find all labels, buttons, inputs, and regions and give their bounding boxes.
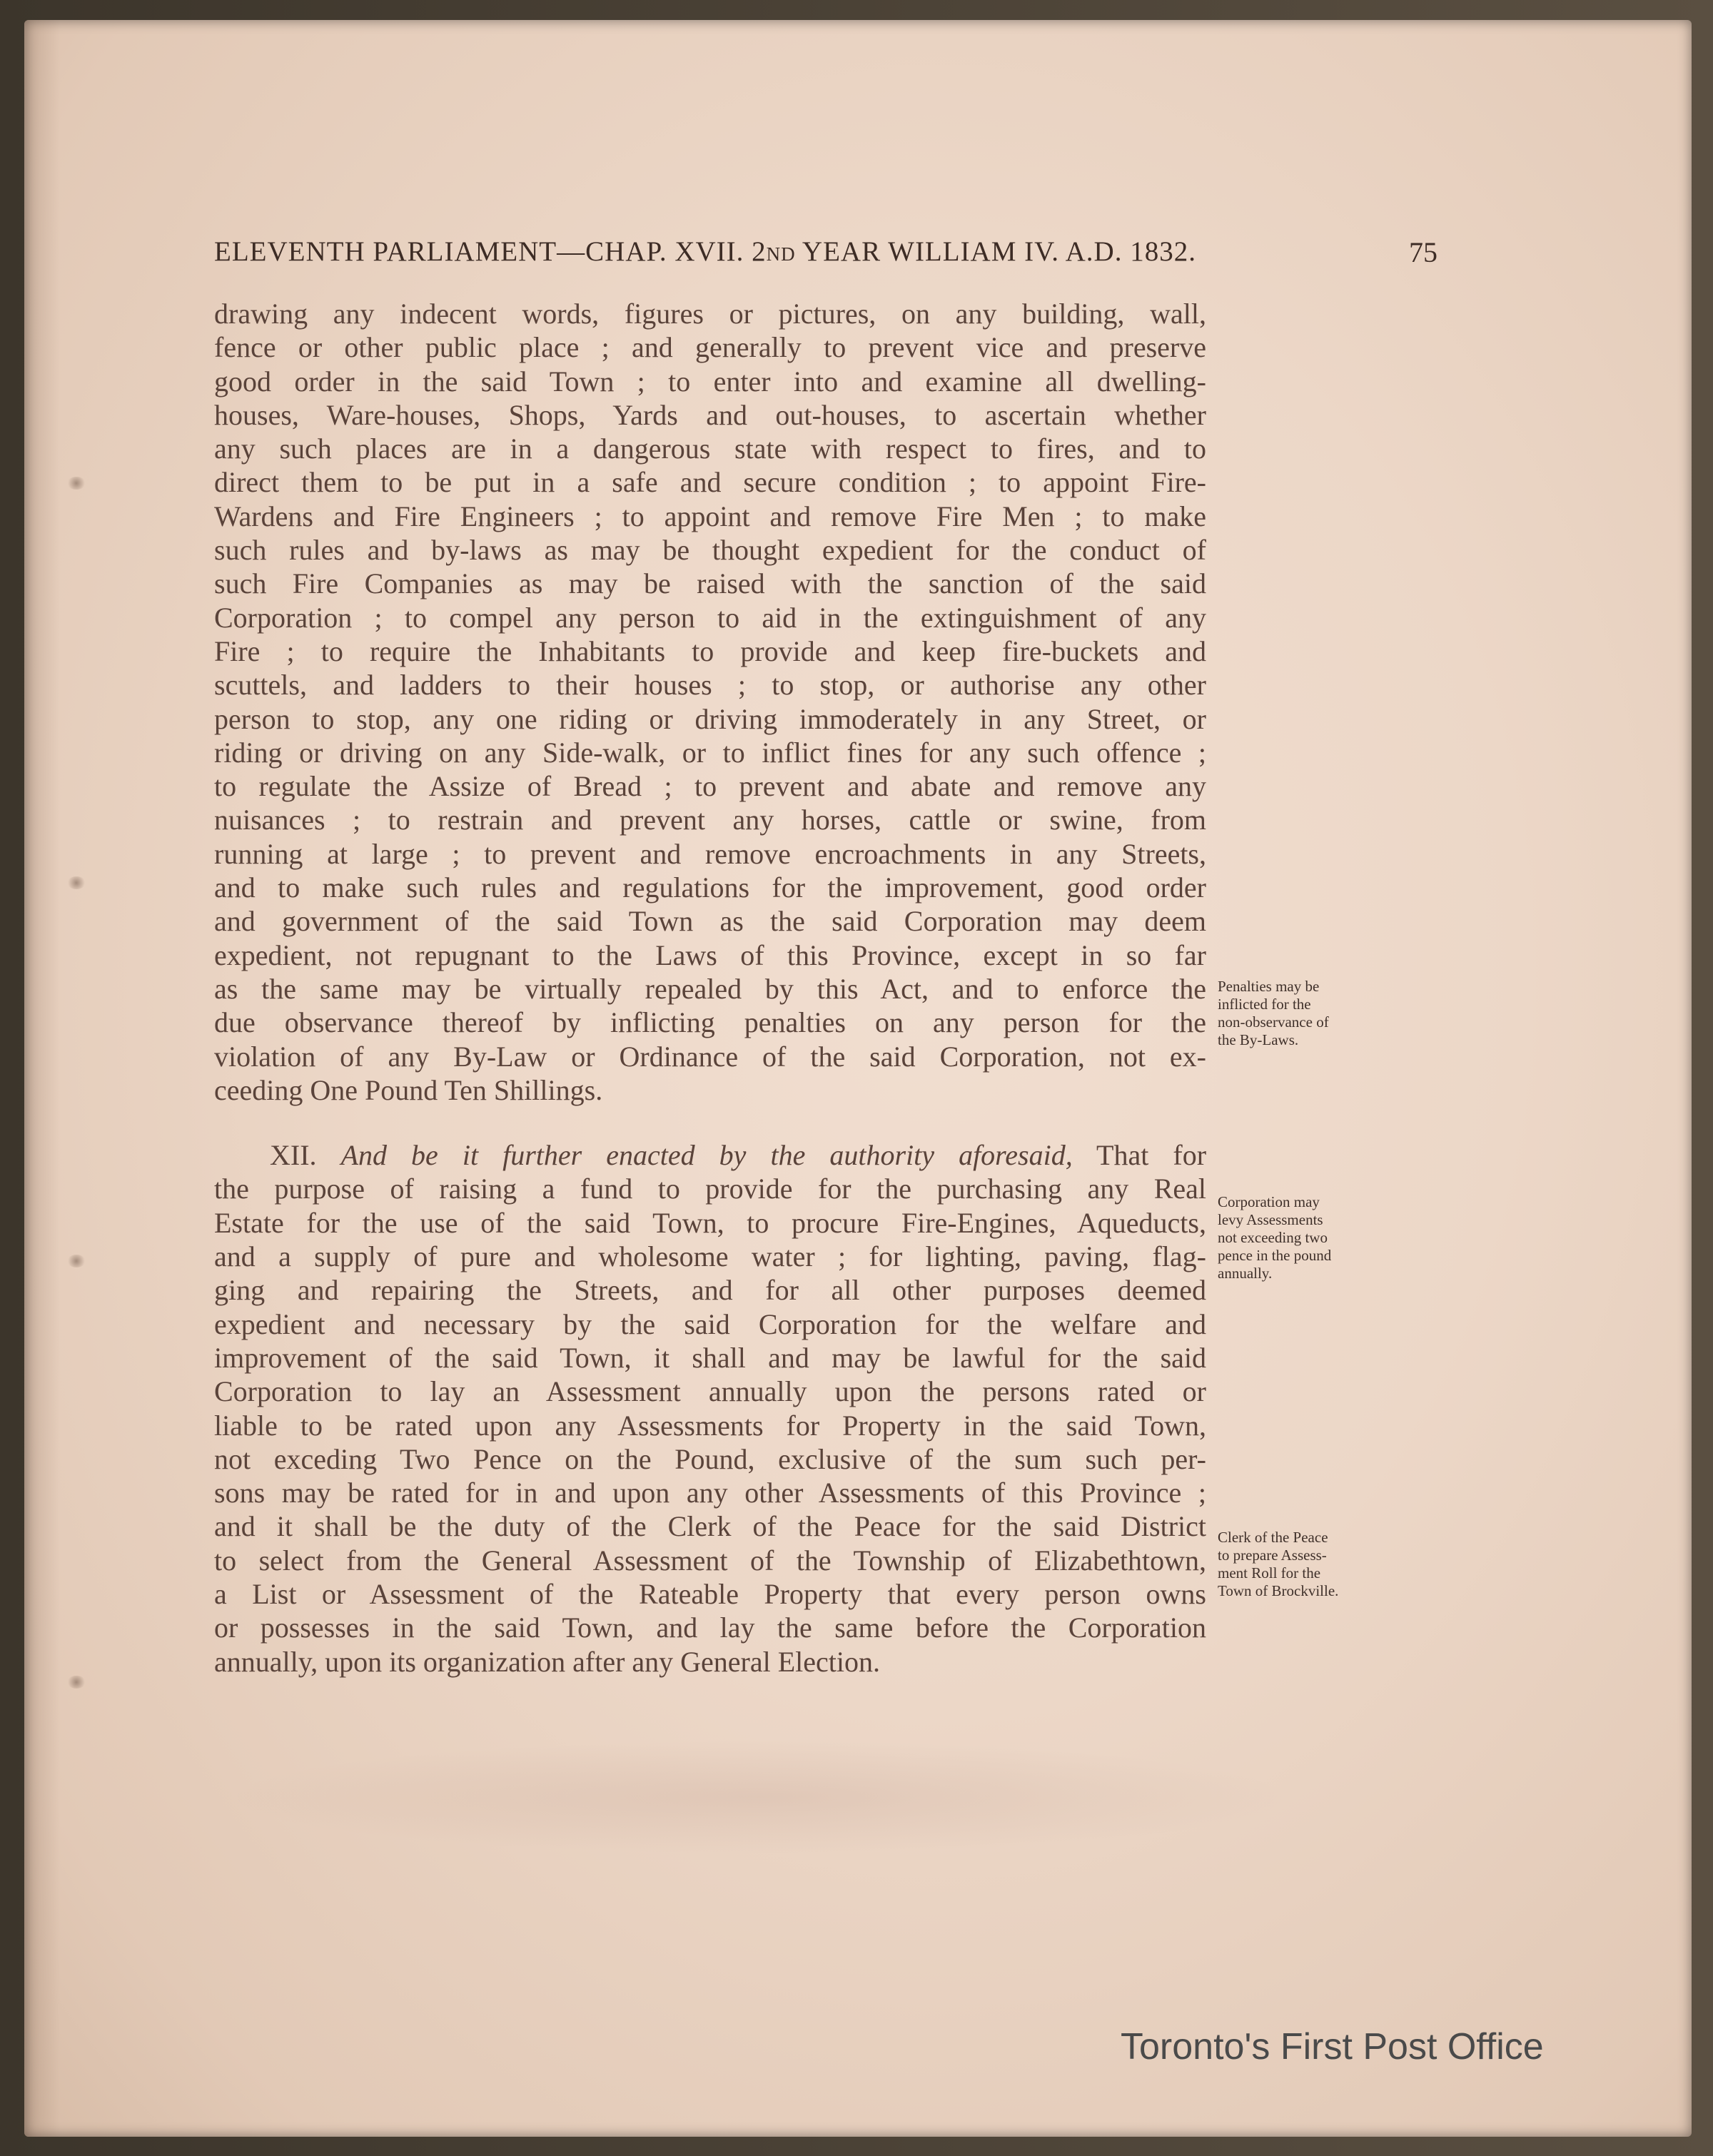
text-line: drawing any indecent words, figures or pictures, on any building, wall, [214, 298, 1206, 330]
text-line: annually, upon its organization after any General Election. [214, 1645, 881, 1678]
text-line: as the same may be virtually repealed by this Act, and to enforce the [214, 972, 1206, 1005]
running-head [214, 236, 1437, 278]
body-text [214, 297, 1206, 1679]
text-line: running at large ; to prevent and remove encroachments in any Streets, [214, 837, 1206, 870]
text-line: or possesses in the said Town, and lay the same before the Corporation [214, 1611, 1206, 1644]
marginal-note-line: non-observance of [1218, 1013, 1329, 1031]
text-line: Corporation ; to compel any person to aid in the extinguishment of any [214, 601, 1206, 634]
text-line: not exceding Two Pence on the Pound, exclusive of the sum such per- [214, 1442, 1206, 1475]
text-line: scuttels, and ladders to their houses ; to stop, or authorise any other [214, 669, 1206, 702]
text-line: the purpose of raising a fund to provide for the purchasing any Real [214, 1173, 1206, 1205]
text-line: sons may be rated for in and upon any other Assessments of this Province ; [214, 1477, 1206, 1509]
text-line: a List or Assessment of the Rateable Property that every person owns [214, 1577, 1206, 1610]
marginal-note-line: Penalties may be [1218, 978, 1320, 995]
text-line: Fire ; to require the Inhabitants to provide and keep fire-buckets and [214, 634, 1206, 667]
text-line: and it shall be the duty of the Clerk of the Peace for the said District [214, 1510, 1206, 1543]
marginal-note-line: annually. [1218, 1265, 1273, 1282]
marginal-note-line: Clerk of the Peace [1218, 1529, 1328, 1546]
section-first-line-rest: That for [1096, 1139, 1206, 1172]
text-line: expedient, not repugnant to the Laws of this Province, except in so far [214, 938, 1206, 971]
paragraph-section-xii [214, 1138, 1206, 1679]
marginal-note-line: Town of Brockville. [1218, 1582, 1339, 1599]
text-line: and to make such rules and regulations for the improvement, good order [214, 871, 1206, 904]
marginal-note-line: the By-Laws. [1218, 1031, 1299, 1048]
text-line: such Fire Companies as may be raised with the sanction of the said [214, 567, 1206, 600]
binding-hole [67, 1255, 86, 1267]
binding-hole [67, 477, 86, 490]
marginal-note-line: not exceeding two [1218, 1229, 1328, 1246]
marginal-note-line: ment Roll for the [1218, 1564, 1321, 1581]
text-line: expedient and necessary by the said Corporation for the welfare and [214, 1307, 1206, 1340]
marginal-note-penalties [1218, 978, 1329, 1049]
text-line: ging and repairing the Streets, and for all other purposes deemed [214, 1274, 1206, 1307]
marginal-note-line: to prepare Assess- [1218, 1547, 1327, 1564]
text-line: riding or driving on any Side-walk, or to inflict fines for any such offence ; [214, 736, 1206, 769]
text-line: nuisances ; to restrain and prevent any horses, cattle or swine, from [214, 804, 1206, 836]
binding-hole [67, 1676, 86, 1689]
binding-hole [67, 876, 86, 889]
text-line: ceeding One Pound Ten Shillings. [214, 1073, 603, 1106]
section-first-line [214, 1138, 1206, 1172]
text-line: Wardens and Fire Engineers ; to appoint and remove Fire Men ; to make [214, 500, 1206, 532]
text-line: violation of any By-Law or Ordinance of the said Corporation, not ex- [214, 1040, 1206, 1073]
text-line: liable to be rated upon any Assessments for Property in the said Town, [214, 1409, 1206, 1442]
text-line: to select from the General Assessment of the Township of Elizabethtown, [214, 1544, 1206, 1576]
marginal-note-line: levy Assessments [1218, 1211, 1323, 1228]
marginal-note-assessments [1218, 1193, 1331, 1282]
text-line: fence or other public place ; and generally to prevent vice and preserve [214, 331, 1206, 364]
text-line: due observance thereof by inflicting penalties on any person for the [214, 1006, 1206, 1039]
text-line: direct them to be put in a safe and secure condition ; to appoint Fire- [214, 466, 1206, 499]
text-line: improvement of the said Town, it shall and may be lawful for the said [214, 1341, 1206, 1374]
show-through-stain [224, 1740, 1295, 1854]
text-line: Estate for the use of the said Town, to procure Fire-Engines, Aqueducts, [214, 1206, 1206, 1239]
source-watermark: Toronto's First Post Office [1121, 2026, 1544, 2068]
marginal-note-line: Corporation may [1218, 1193, 1320, 1210]
text-line: and government of the said Town as the said Corporation may deem [214, 905, 1206, 938]
marginal-note-line: inflicted for the [1218, 996, 1311, 1013]
enacting-clause: And be it further enacted by the authority aforesaid, [340, 1139, 1073, 1172]
text-line: such rules and by-laws as may be thought expedient for the conduct of [214, 534, 1206, 567]
paragraph-bylaws [214, 297, 1206, 1107]
text-line: Corporation to lay an Assessment annually upon the persons rated or [214, 1375, 1206, 1408]
text-line: person to stop, any one riding or driving immoderately in any Street, or [214, 702, 1206, 735]
marginal-note-clerk [1218, 1529, 1338, 1600]
page-number: 75 [1409, 236, 1437, 268]
text-line: to regulate the Assize of Bread ; to prevent and abate and remove any [214, 770, 1206, 803]
running-head-title: ELEVENTH PARLIAMENT—CHAP. XVII. 2nd YEAR WILLIAM IV. A.D. 1832. [214, 236, 1196, 267]
text-line: any such places are in a dangerous state with respect to fires, and to [214, 432, 1206, 465]
section-number: XII. [270, 1139, 317, 1172]
marginal-note-line: pence in the pound [1218, 1247, 1332, 1264]
paragraph-spacer [214, 1107, 1206, 1138]
text-line: houses, Ware-houses, Shops, Yards and out-houses, to ascertain whether [214, 398, 1206, 431]
text-line: good order in the said Town ; to enter into and examine all dwelling- [214, 365, 1206, 398]
text-line: and a supply of pure and wholesome water ; for lighting, paving, flag- [214, 1240, 1206, 1273]
